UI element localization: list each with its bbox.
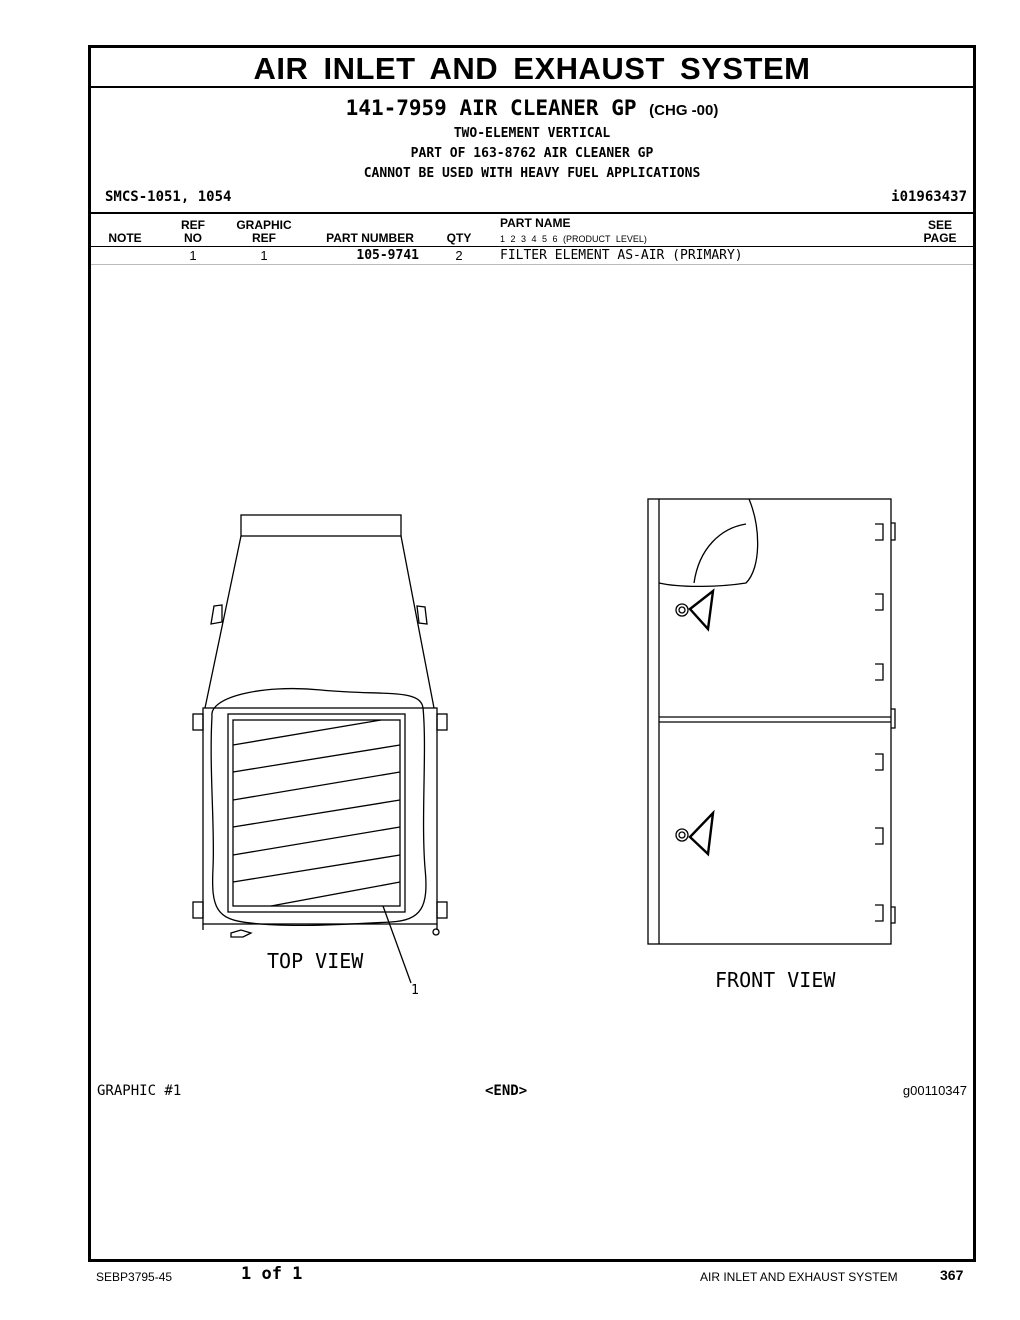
- top-view-drawing: [193, 515, 447, 983]
- col-header-note: NOTE: [108, 231, 142, 245]
- front-view-label: FRONT VIEW: [715, 968, 836, 992]
- col-header-graphic-ref: GRAPHIC REF: [236, 218, 292, 245]
- top-view-label: TOP VIEW: [267, 949, 364, 973]
- page-frame: [88, 45, 976, 1262]
- group-name: AIR CLEANER GP: [459, 96, 637, 120]
- graphic-id: g00110347: [902, 1083, 967, 1098]
- row-qty: 2: [455, 248, 463, 263]
- parts-illustration: [91, 48, 973, 1048]
- col-header-part-name: PART NAME: [500, 216, 571, 230]
- group-line-2: PART OF 163-8762 AIR CLEANER GP: [410, 146, 654, 161]
- group-part-number: 141-7959: [345, 96, 447, 120]
- group-line-3: CANNOT BE USED WITH HEAVY FUEL APPLICATIONS: [363, 166, 701, 181]
- section-title: AIR INLET AND EXHAUST SYSTEM: [253, 51, 811, 86]
- col-header-ref-no: REF NO: [181, 218, 205, 245]
- product-level-header: 1 2 3 4 5 6 (PRODUCT LEVEL): [500, 234, 647, 244]
- col-header-see-page: SEE PAGE: [923, 218, 957, 245]
- col-header-qty: QTY: [446, 231, 472, 245]
- group-change: (CHG -00): [649, 102, 719, 119]
- row-part-name: FILTER ELEMENT AS-AIR (PRIMARY): [500, 248, 743, 263]
- row-graphic-ref: 1: [260, 248, 268, 263]
- callout-label: 1: [411, 983, 419, 998]
- front-view-drawing: [648, 499, 895, 944]
- footer-section: AIR INLET AND EXHAUST SYSTEM: [700, 1270, 898, 1284]
- illustration-id: i01963437: [891, 189, 967, 205]
- end-label: <END>: [485, 1083, 528, 1099]
- row-ref-no: 1: [189, 248, 197, 263]
- graphic-label: GRAPHIC #1: [97, 1083, 182, 1099]
- smcs-codes: SMCS-1051, 1054: [105, 189, 232, 205]
- page-number: 367: [940, 1267, 964, 1283]
- doc-number: SEBP3795-45: [96, 1270, 173, 1284]
- row-part-number: 105-9741: [356, 248, 419, 263]
- group-line-1: TWO-ELEMENT VERTICAL: [453, 126, 611, 141]
- col-header-part-number: PART NUMBER: [326, 231, 414, 245]
- page-of: 1 of 1: [241, 1264, 303, 1284]
